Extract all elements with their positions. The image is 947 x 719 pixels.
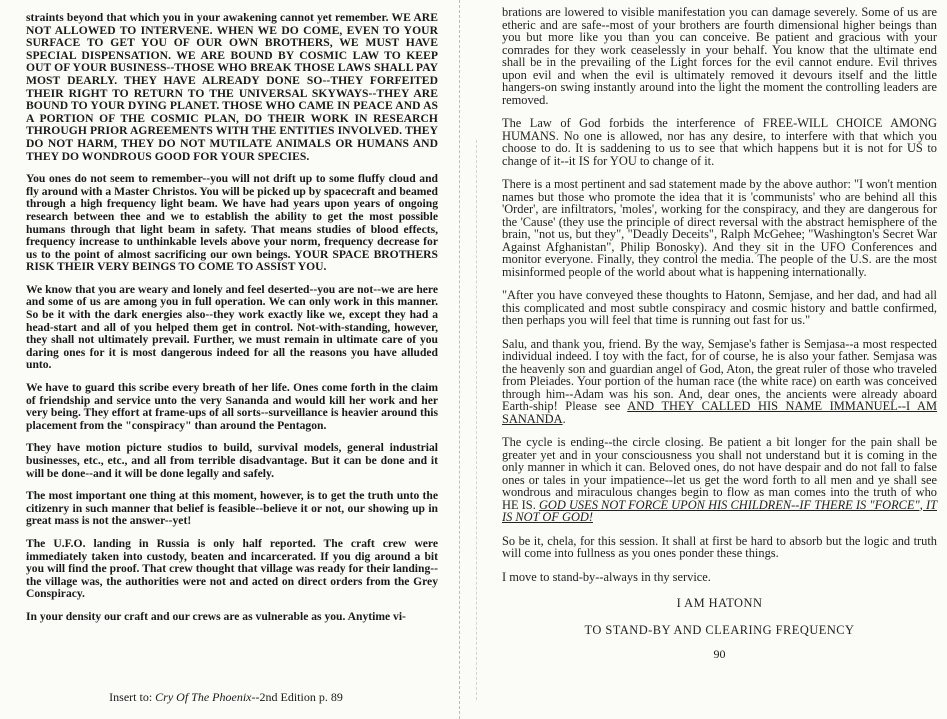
right-page (482, 0, 947, 719)
paragraph: straints beyond that which you in your awakening cannot yet remember. WE ARE NOT ALLOWED TO INTERVENE. WHEN WE DO COME, EVEN TO YOUR SURFACE TO GET YOU OF OUR OWN BROTHERS, WE MUST HAVE SPECIAL DISPENSATION. WE ARE BOUND BY COSMIC LAW TO KEEP OUT OF YOUR BUSINESS--THOSE WHO BREAK THOSE LAWS SHALL PAY MOST DEARLY. THEY HAVE ALREADY DONE SO--THEY FORFEITED THEIR RIGHT TO RETURN TO THE UNIVERSAL SKYWAYS--THEY ARE BOUND TO YOUR DYING PLANET. THOSE WHO CAME IN PEACE AND AS A PORTION OF THE COSMIC PLAN, DO THEIR WORK IN RESEARCH THROUGH PRIOR AGREEMENTS WITH THE ENTITIES INVOLVED. THEY DO NOT HARM, THEY DO NOT MUTILATE ANIMALS OR HUMANS AND THEY DO WONDROUS GOOD FOR YOUR SPECIES. (26, 11, 438, 163)
paragraph: The U.F.O. landing in Russia is only half reported. The craft crew were immediately taken into custody, beaten and incarcerated. If you dig around a bit you will find the proof. That crew thought that village was ready for their landing--the village was, the authorities were not and acted on direct orders from the Grey Conspiracy. (26, 536, 438, 601)
paragraph: brations are lowered to visible manifestation you can damage severely. Some of us are etheric and are safe--most of your brothers are fourth dimensional higher beings than you but more like you than you can conceive. Be patient and gracious with your comrades for they work ceaselessly in your behalf. You know that the ultimate end shall be in the prevailing of the Light forces for the evil cannot endure. Evil thrives upon evil and when the evil is ultimately removed it devours itself and the little hangers-on swing instantly around into the light the moment the controlling leaders are removed. (502, 5, 937, 107)
paragraph: They have motion picture studios to build, survival models, general industrial businesses, etc., etc., and all from terrible disadvantage. But it can be done and it will be done--and it will be done legally and safely. (26, 441, 438, 480)
paragraph: The Law of God forbids the interference of FREE-WILL CHOICE AMONG HUMANS. No one is allowed, nor has any desire, to interfere with that which you choose to do. It is saddening to us to see that which happens but it is not for US to change of it--it IS for YOU to change of it. (502, 116, 937, 168)
page-divider (459, 0, 460, 719)
paragraph: There is a most pertinent and sad statement made by the above author: "I won't mention names but those who promote the idea that it is 'communists' who are behind all this 'Order', are infiltrators, 'moles', working for the conspiracy, and they are dangerous for the 'Cause' (they use the principle of direct reversal with the abstract hemisphere of the brain, "not us, but they", "Deadly Deceits", Ralph McGehee; "Washington's Secret War Against Afghanistan", Philip Bonosky). And they sit in the UFO Conferences and monitor everyone. Finally, they control the media. The people of the U.S. are the most misinformed people of the world about what is happening internationally. (502, 177, 937, 279)
underlined-reference: AND THEY CALLED HIS NAME IMMANUEL--I AM SANANDA (502, 399, 937, 426)
page-number: 90 (713, 647, 726, 661)
footer-prefix: Insert to: (109, 690, 156, 704)
left-page (0, 0, 452, 719)
paragraph: The most important one thing at this moment, however, is to get the truth unto the citizenry in such manner that belief is feasible--believe it or not, our showing up in great mass is not the answer--yet! (26, 489, 438, 528)
signature: I AM HATONN (676, 596, 763, 610)
paragraph (502, 338, 937, 426)
paragraph: I move to stand-by--always in thy service. (502, 569, 711, 584)
emphasized-statement: GOD USES NOT FORCE UPON HIS CHILDREN--IF THERE IS "FORCE", IT IS NOT OF GOD! (502, 497, 937, 524)
paragraph: So be it, chela, for this session. It shall at first be hard to absorb but the logic and truth will come into fullness as you ones ponder these things. (502, 533, 937, 560)
paragraph (26, 173, 438, 274)
page-gutter-line (476, 140, 477, 700)
footer-book-title: Cry Of The Phoenix (155, 690, 252, 704)
paragraph: "After you have conveyed these thoughts to Hatonn, Semjase, and her dad, and had all this complicated and most subtle conspiracy and cosmic history and battle confirmed, then perhaps you will feel that time is running out fast for us." (502, 288, 937, 327)
left-page-footer (0, 690, 452, 705)
paragraph: We know that you are weary and lonely and feel deserted--you are not--we are here and some of us are among you in full operation. We can only work in this manner. So be it with the dark energies also--they work exactly like we, except they had a head-start and all of you helped them get in control. Not-with-standing, however, they shall not ultimately prevail. Further, we must remain in ultimate care of you daring ones for it is most dangerous indeed for all the reasons you have alluded unto. (26, 282, 438, 372)
paragraph (502, 436, 937, 524)
paragraph: In your density our craft and our crews are as vulnerable as you. Anytime vi- (26, 609, 406, 623)
paragraph: We have to guard this scribe every breath of her life. Ones come forth in the claim of friendship and service unto the very Sananda and would kill her work and her very being. They effort at frame-ups of all sorts--surveillance is heavier around this placement from the "conspiracy" than around the Pentagon. (26, 381, 438, 432)
paragraph-text: The cycle is ending--the circle closing. Be patient a bit longer for the pain shall be greater yet and in your consciousness you shall not understand but it is coming in the only manner in which it can. Beloved ones, do not have despair and do not fall to false ones or tales in your impatience--let us get the word forth to all men and ye shall see wondrous and miraculous changes begin to flow as man comes into the truth of who HE IS. (502, 435, 937, 512)
paragraph-text: You ones do not seem to remember--you will not drift up to some fluffy cloud and fly around with a Master Christos. You will be picked up by spacecraft and beamed through a high frequency light beam. We have had years upon years of ongoing research between thee and we to establish the ability to get the most possible humans through that light beam in safety. That means studies of blood effects, frequency increase to unthinkable levels above your norm, frequency decrease for us to the point of almost sacrificing our own beings. (26, 172, 438, 261)
footer-suffix: --2nd Edition p. 89 (251, 690, 343, 704)
paragraph-text: Salu, and thank you, friend. By the way, Semjase's father is Semjasa--a most respected individual indeed. I toy with the fact, for of course, he is also your father. Semjasa was the heavenly son and guardian angel of God, Aton, the great ruler of those who traveled from Pleiades. Your portion of the human race (the white race) on earth was conceived through him--Adam was his son. And, dear ones, the ancients were already aboard Earth-ship! Please see (502, 336, 937, 413)
paragraph-caps-text: YOUR SPACE BROTHERS RISK THEIR VERY BEINGS TO COME TO ASSIST YOU. (26, 247, 438, 274)
closing-line: TO STAND-BY AND CLEARING FREQUENCY (584, 622, 855, 637)
punctuation: . (562, 411, 566, 426)
